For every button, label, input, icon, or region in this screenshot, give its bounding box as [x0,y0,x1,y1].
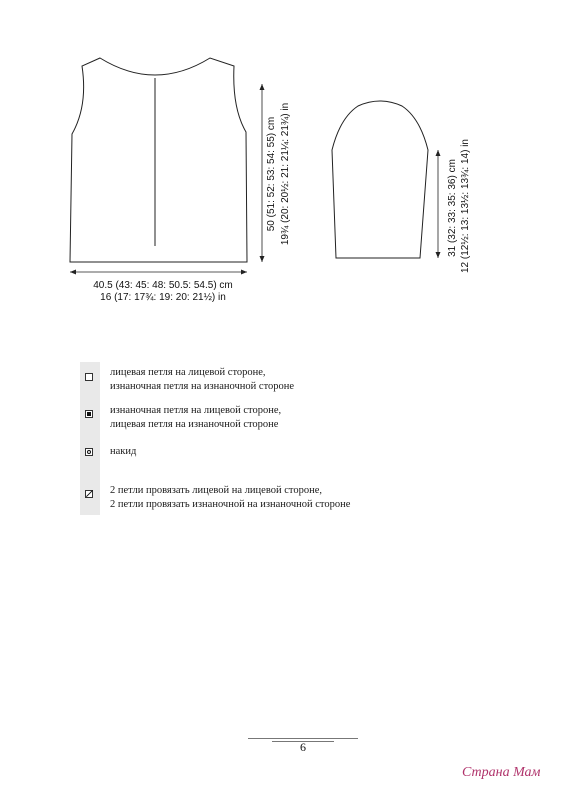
yarn-over-icon [85,448,93,456]
k2tog-icon [85,490,93,498]
legend-line: лицевая петля на изнаночной стороне [110,419,279,430]
body-width-in: 16 (17: 17¾: 19: 20: 21½) in [100,292,226,303]
sleeve-length-in: 12 (12½: 13: 13½: 13¾: 14) in [460,139,471,273]
body-outline [70,58,247,262]
legend-line: 2 петли провязать лицевой на лицевой стороне, [110,485,322,496]
purl-square-icon [85,410,93,418]
legend-line: изнаночная петля на лицевой стороне, [110,405,282,416]
body-length-in: 19¾ (20: 20½: 21: 21¼: 21¾) in [280,102,291,246]
knit-square-icon [85,373,93,381]
legend-line: накид [110,446,137,457]
sleeve-length-cm: 31 (32: 33: 35: 36) cm [447,159,458,257]
page-number: 6 [300,740,306,754]
sleeve-outline [332,101,428,258]
legend-line: лицевая петля на лицевой стороне, [110,367,266,378]
footer-rule [248,738,358,739]
site-watermark: Страна Мам [462,765,541,780]
body-width-cm: 40.5 (43: 45: 48: 50.5: 54.5) cm [93,280,233,291]
legend-line: изнаночная петля на изнаночной стороне [110,381,295,392]
legend-line: 2 петли провязать изнаночной на изнаночной стороне [110,499,351,510]
body-length-cm: 50 (51: 52: 53: 54: 55) cm [266,116,277,232]
